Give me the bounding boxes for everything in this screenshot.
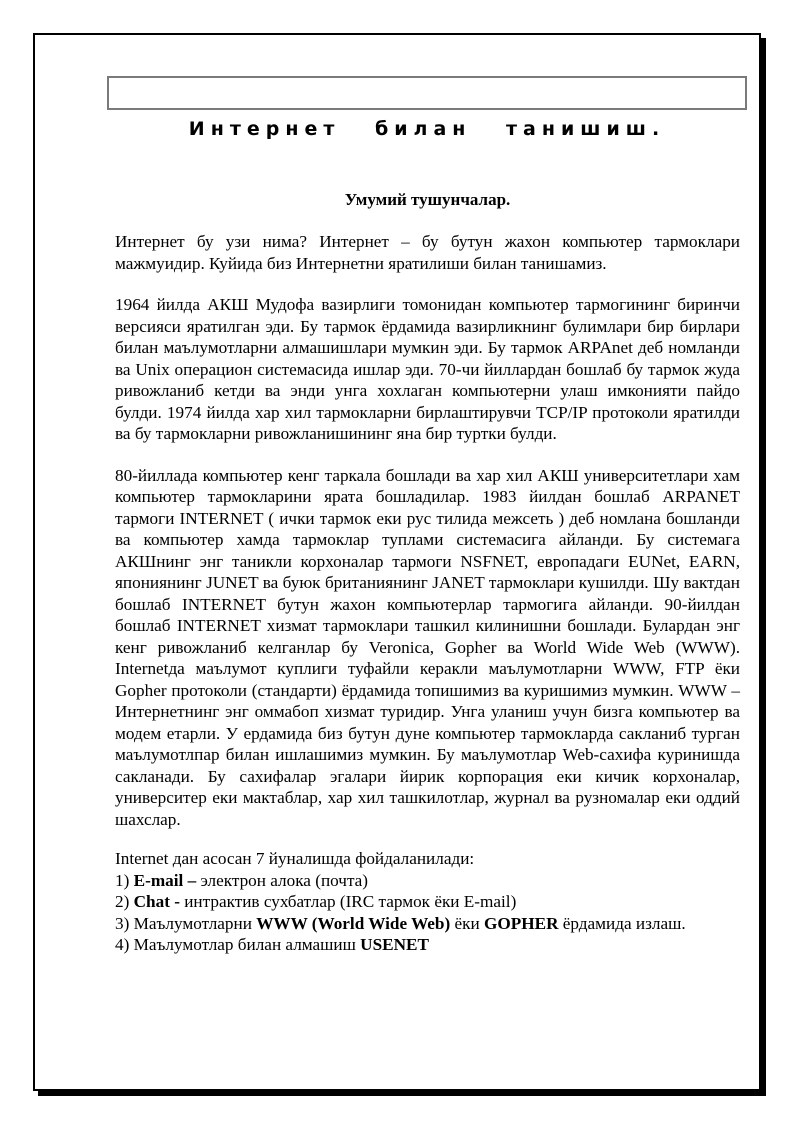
list-term: USENET bbox=[360, 935, 429, 954]
list-text: ёки bbox=[450, 913, 484, 933]
list-text: интрактив сухбатлар (IRC тармок ёки E-mail) bbox=[179, 892, 517, 911]
list-number: 1) bbox=[115, 870, 130, 890]
list-number: 2) bbox=[115, 892, 130, 911]
document-title: Интернет билан танишиш. bbox=[188, 118, 666, 140]
paragraph-intro: Интернет бу узи нима? Интернет – бу бутун жахон компьютер тармоклари мажмуидир. Куйида биз Интернетни яратилиши билан танишамиз. bbox=[115, 232, 740, 273]
list-item-chat bbox=[115, 891, 740, 913]
list-text: Маълумотларни bbox=[129, 913, 257, 933]
list-term: WWW (World Wide Web) bbox=[256, 913, 451, 933]
list-item-usenet bbox=[115, 934, 740, 956]
list-term: GOPHER bbox=[484, 913, 559, 933]
paragraph-development: 80-йиллада компьютер кенг таркала бошлади ва хар хил АКШ университетлари хам компьютер тармокларини ярата бошладилар. 1983 йилдан бошлаб ARPANET тармоги INTERNET ( ички тармок еки рус тилида межсеть ) деб номлана бошланди ва компьютер хамда тармоклар туплами системасига айланди. Бу системага АКШнинг энг таникли корхоналар тармоги NSFNET, европадаги EUNet, EARN, япониянинг JUNET ва буюк британиянинг JANET тармоклари кушилди. Шу вактдан бошлаб INTERNET бутун жахон компьютерлар тармогига айланди. 90-йилдан бошлаб INTERNET хизмат тармоклари ташкил килинишни бошлади. Булардан энг кенг ривожланиб келганлар бу Veronica, Gopher ва World Wide Web (WWW). Internetда маълумот куплиги туфайли керакли маълумотларни WWW, FTP ёки Gopher протоколи (стандарти) ёрдамида топишимиз ва куришимиз мумкин. WWW – Интернетнинг энг оммабоп хизмат туридир. Унга уланиш учун бизга компьютер ва модем етарли. У ердамида биз бутун дуне компьютер тармокларда сакланиб турган маълумотлпар билан ишлашимиз мумкин. Бу маълумотлар Web-сахифа куринишда сакланади. Бу сахифалар эгалари йирик корпорация еки кичик корхоналар, университер еки мактаблар, хар хил ташкилотлар, журнал ва рузномалар еки оддий шахслар. bbox=[115, 465, 740, 829]
list-text: электрон алока (почта) bbox=[196, 870, 369, 890]
list-text: Маълумотлар билан алмашиш bbox=[129, 935, 361, 954]
document-body bbox=[115, 231, 740, 956]
list-item-email bbox=[115, 870, 740, 892]
list-term: Chat - bbox=[133, 892, 180, 911]
list-term: E-mail – bbox=[133, 870, 197, 890]
section-heading: Умумий тушунчалар. bbox=[344, 190, 511, 209]
list-item-www bbox=[115, 913, 740, 935]
list-intro: Internet дан асосан 7 йуналишда фойдаланилади: bbox=[115, 849, 475, 868]
title-frame bbox=[107, 76, 747, 110]
paragraph-history: 1964 йилда АКШ Мудофа вазирлиги томонидан компьютер тармогининг биринчи версияси яратилган эди. Бу тармок ёрдамида вазирликнинг булимлари бир бирлари билан маълумотларни алмашишлари мумкин эди. Бу тармок ARPAnet деб номланди ва Unix операцион системасида ишлар эди. 70-чи йиллардан бошлаб бу тармок жуда ривожланиб кетди ва энди унга хохлаган компьютерни улаш имконияти пайдо булди. 1974 йилда хар хил тармокларни бирлаштирувчи TCP/IP протоколи яратилди ва бу тармокларни ривожланишининг яна бир туртки булди. bbox=[115, 295, 740, 443]
list-text: ёрдамида излаш. bbox=[558, 913, 686, 933]
list-number: 4) bbox=[115, 935, 130, 954]
list-number: 3) bbox=[115, 913, 130, 933]
